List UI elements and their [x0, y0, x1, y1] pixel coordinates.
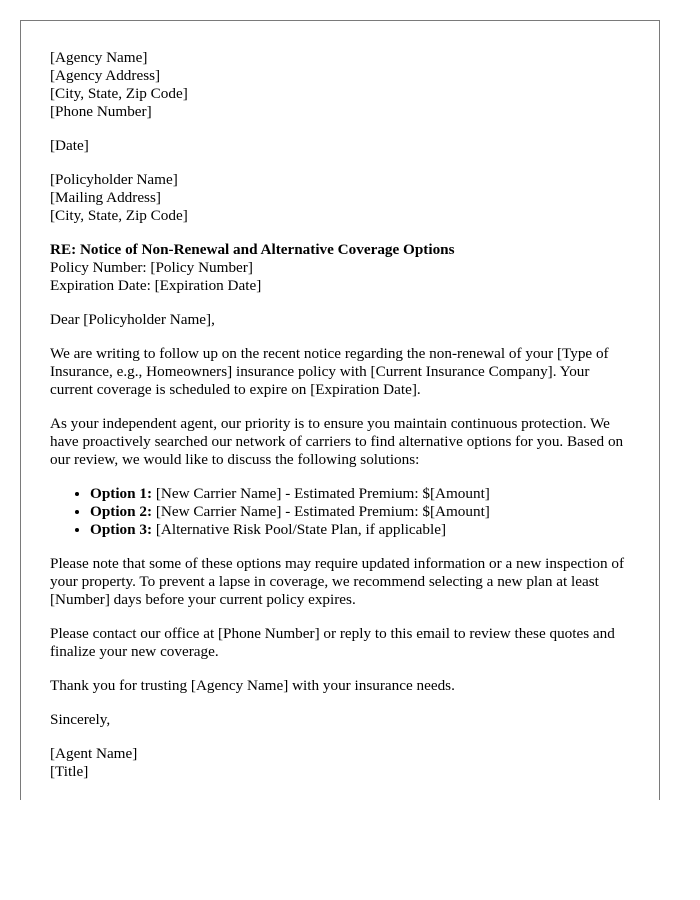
- list-item: [90, 485, 635, 503]
- agency-block: [50, 49, 635, 121]
- recipient-city-state-zip: [City, State, Zip Code]: [50, 207, 188, 224]
- option-label: Option 2:: [90, 503, 153, 520]
- agent-title: [Title]: [50, 763, 89, 780]
- option-text: [Alternative Risk Pool/State Plan, if applicable]: [152, 521, 447, 538]
- paragraph-inspection-note: Please note that some of these options may require updated information or a new inspection of your property. To prevent a lapse in coverage, we recommend selecting a new plan at least [Number] days before your current policy expires.: [50, 555, 625, 608]
- recipient-address: [Mailing Address]: [50, 189, 161, 206]
- agent-name: [Agent Name]: [50, 745, 138, 762]
- options-list: [50, 485, 635, 539]
- list-item: [90, 503, 635, 521]
- paragraph-agent-priority: As your independent agent, our priority is to ensure you maintain continuous protection. We have proactively searched our network of carriers to find alternative options for you. Based on our review, we would like to discuss the following solutions:: [50, 415, 624, 468]
- option-text: [New Carrier Name] - Estimated Premium: $[Amount]: [152, 485, 490, 502]
- letter-date: [Date]: [50, 137, 89, 154]
- agency-address: [Agency Address]: [50, 67, 161, 84]
- policy-number: Policy Number: [Policy Number]: [50, 259, 253, 276]
- subject-block: [50, 241, 635, 295]
- agency-city-state-zip: [City, State, Zip Code]: [50, 85, 188, 102]
- salutation: Dear [Policyholder Name],: [50, 311, 215, 328]
- agency-phone: [Phone Number]: [50, 103, 152, 120]
- closing: Sincerely,: [50, 711, 111, 728]
- paragraph-non-renewal: We are writing to follow up on the recent notice regarding the non-renewal of your [Type of Insurance, e.g., Homeowners] insurance policy with [Current Insurance Company]. Your current coverage is scheduled to expire on [Expiration Date].: [50, 345, 609, 398]
- letter-content: [50, 49, 635, 797]
- option-text: [New Carrier Name] - Estimated Premium: $[Amount]: [152, 503, 490, 520]
- recipient-block: [50, 171, 635, 225]
- date-block: [50, 137, 635, 155]
- option-label: Option 1:: [90, 485, 153, 502]
- agency-name: [Agency Name]: [50, 49, 148, 66]
- subject-line: RE: Notice of Non-Renewal and Alternative Coverage Options: [50, 241, 455, 258]
- list-item: [90, 521, 635, 539]
- paragraph-thanks: Thank you for trusting [Agency Name] with your insurance needs.: [50, 677, 455, 694]
- signature-block: [50, 745, 635, 781]
- recipient-name: [Policyholder Name]: [50, 171, 178, 188]
- letter-page: [20, 20, 660, 800]
- expiration-date: Expiration Date: [Expiration Date]: [50, 277, 262, 294]
- option-label: Option 3:: [90, 521, 153, 538]
- paragraph-contact: Please contact our office at [Phone Number] or reply to this email to review these quotes and finalize your new coverage.: [50, 625, 615, 660]
